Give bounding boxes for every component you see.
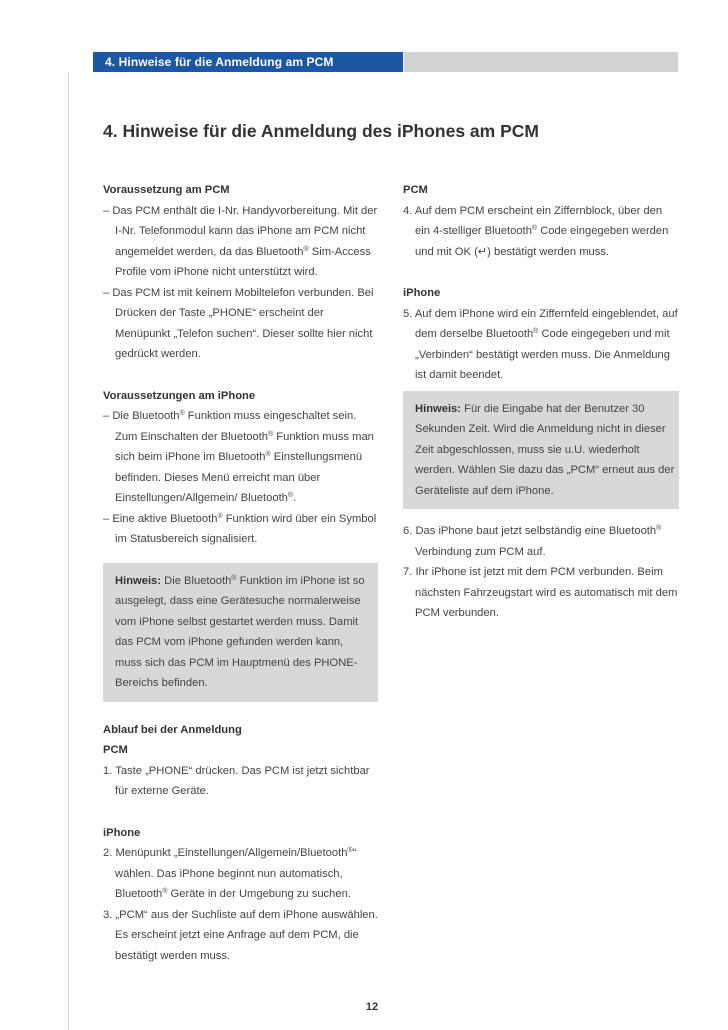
- note-label: Hinweis:: [415, 402, 462, 415]
- page-number: 12: [365, 1001, 379, 1013]
- step-1: 1. Taste „PHONE“ drücken. Das PCM ist jetzt sichtbar für externe Geräte.: [103, 764, 370, 797]
- enter-key-icon: ↵: [477, 245, 488, 258]
- subheading-pcm: PCM: [103, 744, 128, 756]
- heading-registration-process: Ablauf bei der Anmeldung: [103, 723, 242, 736]
- left-column: [103, 180, 378, 966]
- list-item: – Das PCM ist mit keinem Mobiltelefon verbunden. Bei Drücken der Taste „PHONE“ erscheint der Menüpunkt „Telefon suchen“. Dieser sollte hier nicht gedrückt werden.: [103, 286, 374, 360]
- step-2: 2. Menüpunkt „Einstellungen/Allgemein/Bluetooth®“ wählen. Das iPhone beginnt nun automatisch, Bluetooth® Geräte in der Umgebung zu suchen.: [103, 847, 357, 900]
- step-3: 3. „PCM“ aus der Suchliste auf dem iPhone auswählen. Es erscheint jetzt eine Anfrage auf dem PCM, die bestätigt werden muss.: [103, 908, 378, 962]
- note-box: Hinweis: Die Bluetooth® Funktion im iPhone ist so ausgelegt, dass eine Gerätesuche normalerweise vom iPhone selbst gestartet werden muss. Damit das PCM vom iPhone gefunden werden kann, muss sich das PCM im Hauptmenü des PHONE-Bereichs befinden.: [103, 563, 378, 702]
- subheading-iphone: iPhone: [103, 826, 141, 839]
- list-item: – Eine aktive Bluetooth® Funktion wird über ein Symbol im Statusbereich signalisiert.: [103, 512, 377, 545]
- list-item: – Die Bluetooth® Funktion muss eingeschaltet sein. Zum Einschalten der Bluetooth® Funktion muss man sich beim iPhone im Bluetooth® Einstellungsmenü befinden. Dieses Menü erreicht man über Einstellungen/Allgemein/ Bluetooth®.: [103, 410, 374, 504]
- right-column: [403, 180, 679, 624]
- margin-rule: [68, 72, 69, 1030]
- section-header-bar: [404, 52, 678, 72]
- page-title: 4. Hinweise für die Anmeldung des iPhones am PCM: [103, 121, 539, 141]
- step-7: 7. Ihr iPhone ist jetzt mit dem PCM verbunden. Beim nächsten Fahrzeugstart wird es automatisch mit dem PCM verbunden.: [403, 566, 678, 619]
- step-5: 5. Auf dem iPhone wird ein Ziffernfeld eingeblendet, auf dem derselbe Bluetooth® Code eingegeben und mit „Verbinden“ bestätigt werden muss. Die Anmeldung ist damit beendet.: [403, 307, 678, 381]
- list-item: – Das PCM enthält die I-Nr. Handyvorbereitung. Mit der I-Nr. Telefonmodul kann das iPhone am PCM nicht angemeldet werden, da das Bluetooth® Sim-Access Profile vom iPhone nicht unterstützt wird.: [103, 204, 378, 278]
- note-box: Hinweis: Für die Eingabe hat der Benutzer 30 Sekunden Zeit. Wird die Anmeldung nicht in dieser Zeit abgeschlossen, muss sie u.U. wiederholt werden. Wählen Sie dazu das „PCM“ erneut aus der Geräteliste auf dem iPhone.: [403, 391, 679, 510]
- heading-requirements-pcm: Voraussetzung am PCM: [103, 184, 230, 196]
- step-6: 6. Das iPhone baut jetzt selbständig eine Bluetooth® Verbindung zum PCM auf.: [403, 525, 662, 558]
- heading-requirements-iphone: Voraussetzungen am iPhone: [103, 389, 256, 402]
- subheading-iphone: iPhone: [403, 287, 441, 299]
- section-header-tab: [93, 52, 403, 72]
- section-header-label: 4. Hinweise für die Anmeldung am PCM: [105, 55, 334, 69]
- subheading-pcm: PCM: [403, 184, 428, 196]
- step-4: 4. Auf dem PCM erscheint ein Ziffernblock, über den ein 4-stelliger Bluetooth® Code eingegeben werden und mit OK (↵) bestätigt werden muss.: [403, 204, 669, 258]
- note-label: Hinweis:: [115, 574, 162, 587]
